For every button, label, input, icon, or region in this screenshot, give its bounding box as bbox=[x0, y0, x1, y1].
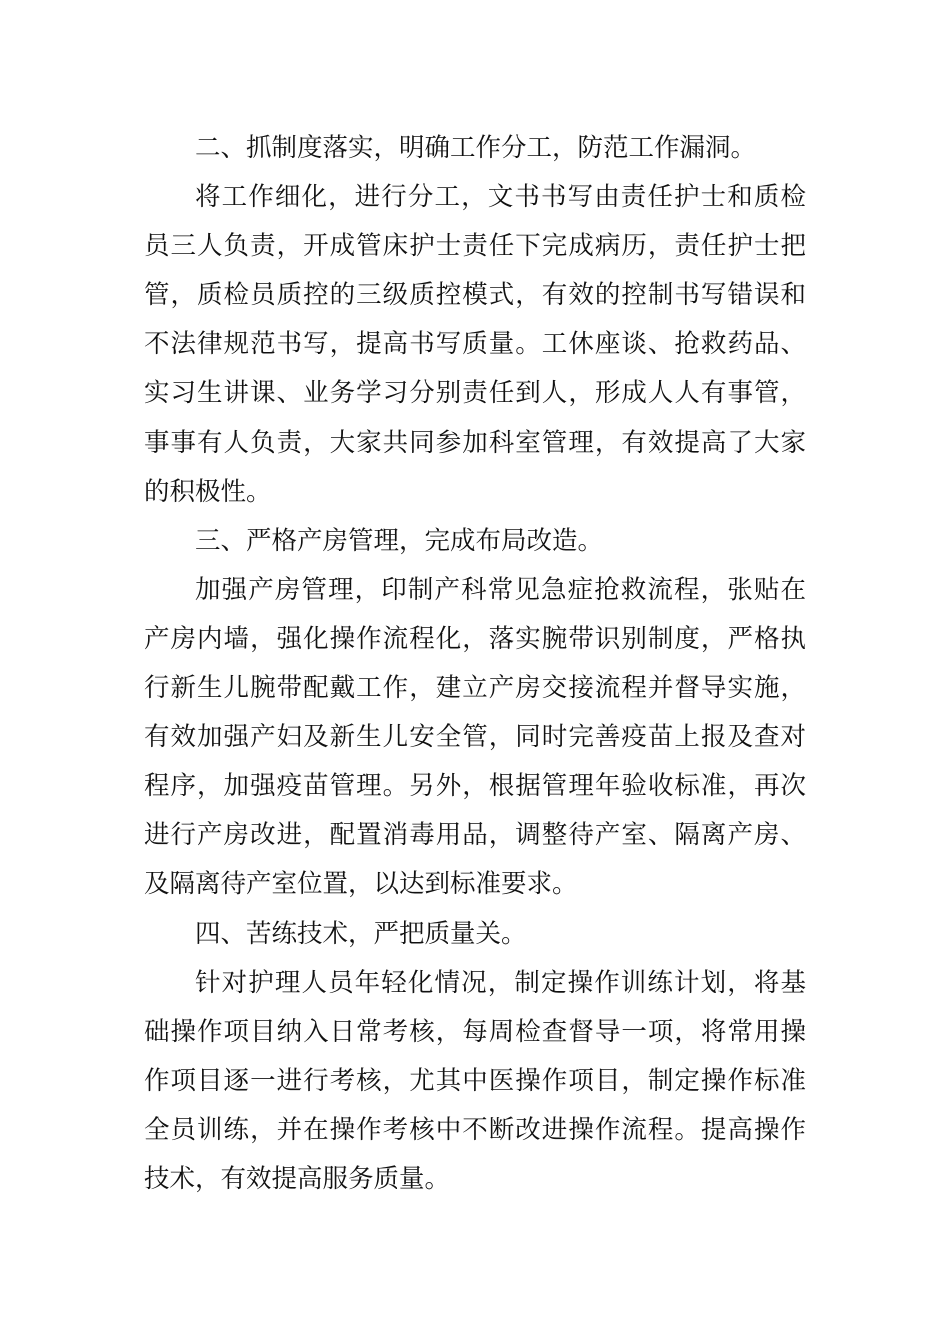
text-line: 不法律规范书写，提高书写质量。工休座谈、抢救药品、 bbox=[144, 329, 806, 360]
text-line: 事事有人负责，大家共同参加科室管理，有效提高了大家 bbox=[144, 427, 806, 458]
text-line: 针对护理人员年轻化情况，制定操作训练计划，将基 bbox=[195, 967, 806, 998]
section-body-4 bbox=[144, 959, 806, 1204]
text-line: 产房内墙，强化操作流程化，落实腕带识别制度，严格执 bbox=[144, 623, 806, 654]
text-line: 技术，有效提高服务质量。 bbox=[144, 1163, 451, 1194]
text-line: 作项目逐一进行考核，尤其中医操作项目，制定操作标准 bbox=[144, 1065, 806, 1096]
section-body-3 bbox=[144, 566, 806, 910]
document-body bbox=[144, 124, 806, 1204]
text-line: 及隔离待产室位置，以达到标准要求。 bbox=[144, 869, 578, 900]
text-line: 程序，加强疫苗管理。另外，根据管理年验收标准，再次 bbox=[144, 771, 806, 802]
section-heading-3 bbox=[144, 517, 806, 566]
text-line: 行新生儿腕带配戴工作，建立产房交接流程并督导实施， bbox=[144, 673, 806, 704]
text-line: 加强产房管理，印制产科常见急症抢救流程，张贴在 bbox=[195, 574, 806, 605]
text-line: 四、苦练技术，严把质量关。 bbox=[195, 918, 527, 949]
section-heading-2 bbox=[144, 124, 806, 173]
text-line: 二、抓制度落实，明确工作分工，防范工作漏洞。 bbox=[195, 133, 757, 163]
text-line: 实习生讲课、业务学习分别责任到人，形成人人有事管， bbox=[144, 378, 806, 409]
text-line: 员三人负责，开成管床护士责任下完成病历，责任护士把 bbox=[144, 231, 806, 262]
text-line: 进行产房改进，配置消毒用品，调整待产室、隔离产房、 bbox=[144, 820, 806, 851]
text-line: 的积极性。 bbox=[144, 476, 272, 507]
section-body-2 bbox=[144, 173, 806, 517]
text-line: 有效加强产妇及新生儿安全管，同时完善疫苗上报及查对 bbox=[144, 722, 806, 753]
text-line: 管，质检员质控的三级质控模式，有效的控制书写错误和 bbox=[144, 280, 806, 311]
text-line: 三、严格产房管理，完成布局改造。 bbox=[195, 525, 604, 556]
text-line: 全员训练，并在操作考核中不断改进操作流程。提高操作 bbox=[144, 1114, 806, 1145]
text-line: 将工作细化，进行分工，文书书写由责任护士和质检 bbox=[195, 182, 806, 213]
section-heading-4 bbox=[144, 910, 806, 959]
text-line: 础操作项目纳入日常考核，每周检查督导一项，将常用操 bbox=[144, 1016, 806, 1047]
